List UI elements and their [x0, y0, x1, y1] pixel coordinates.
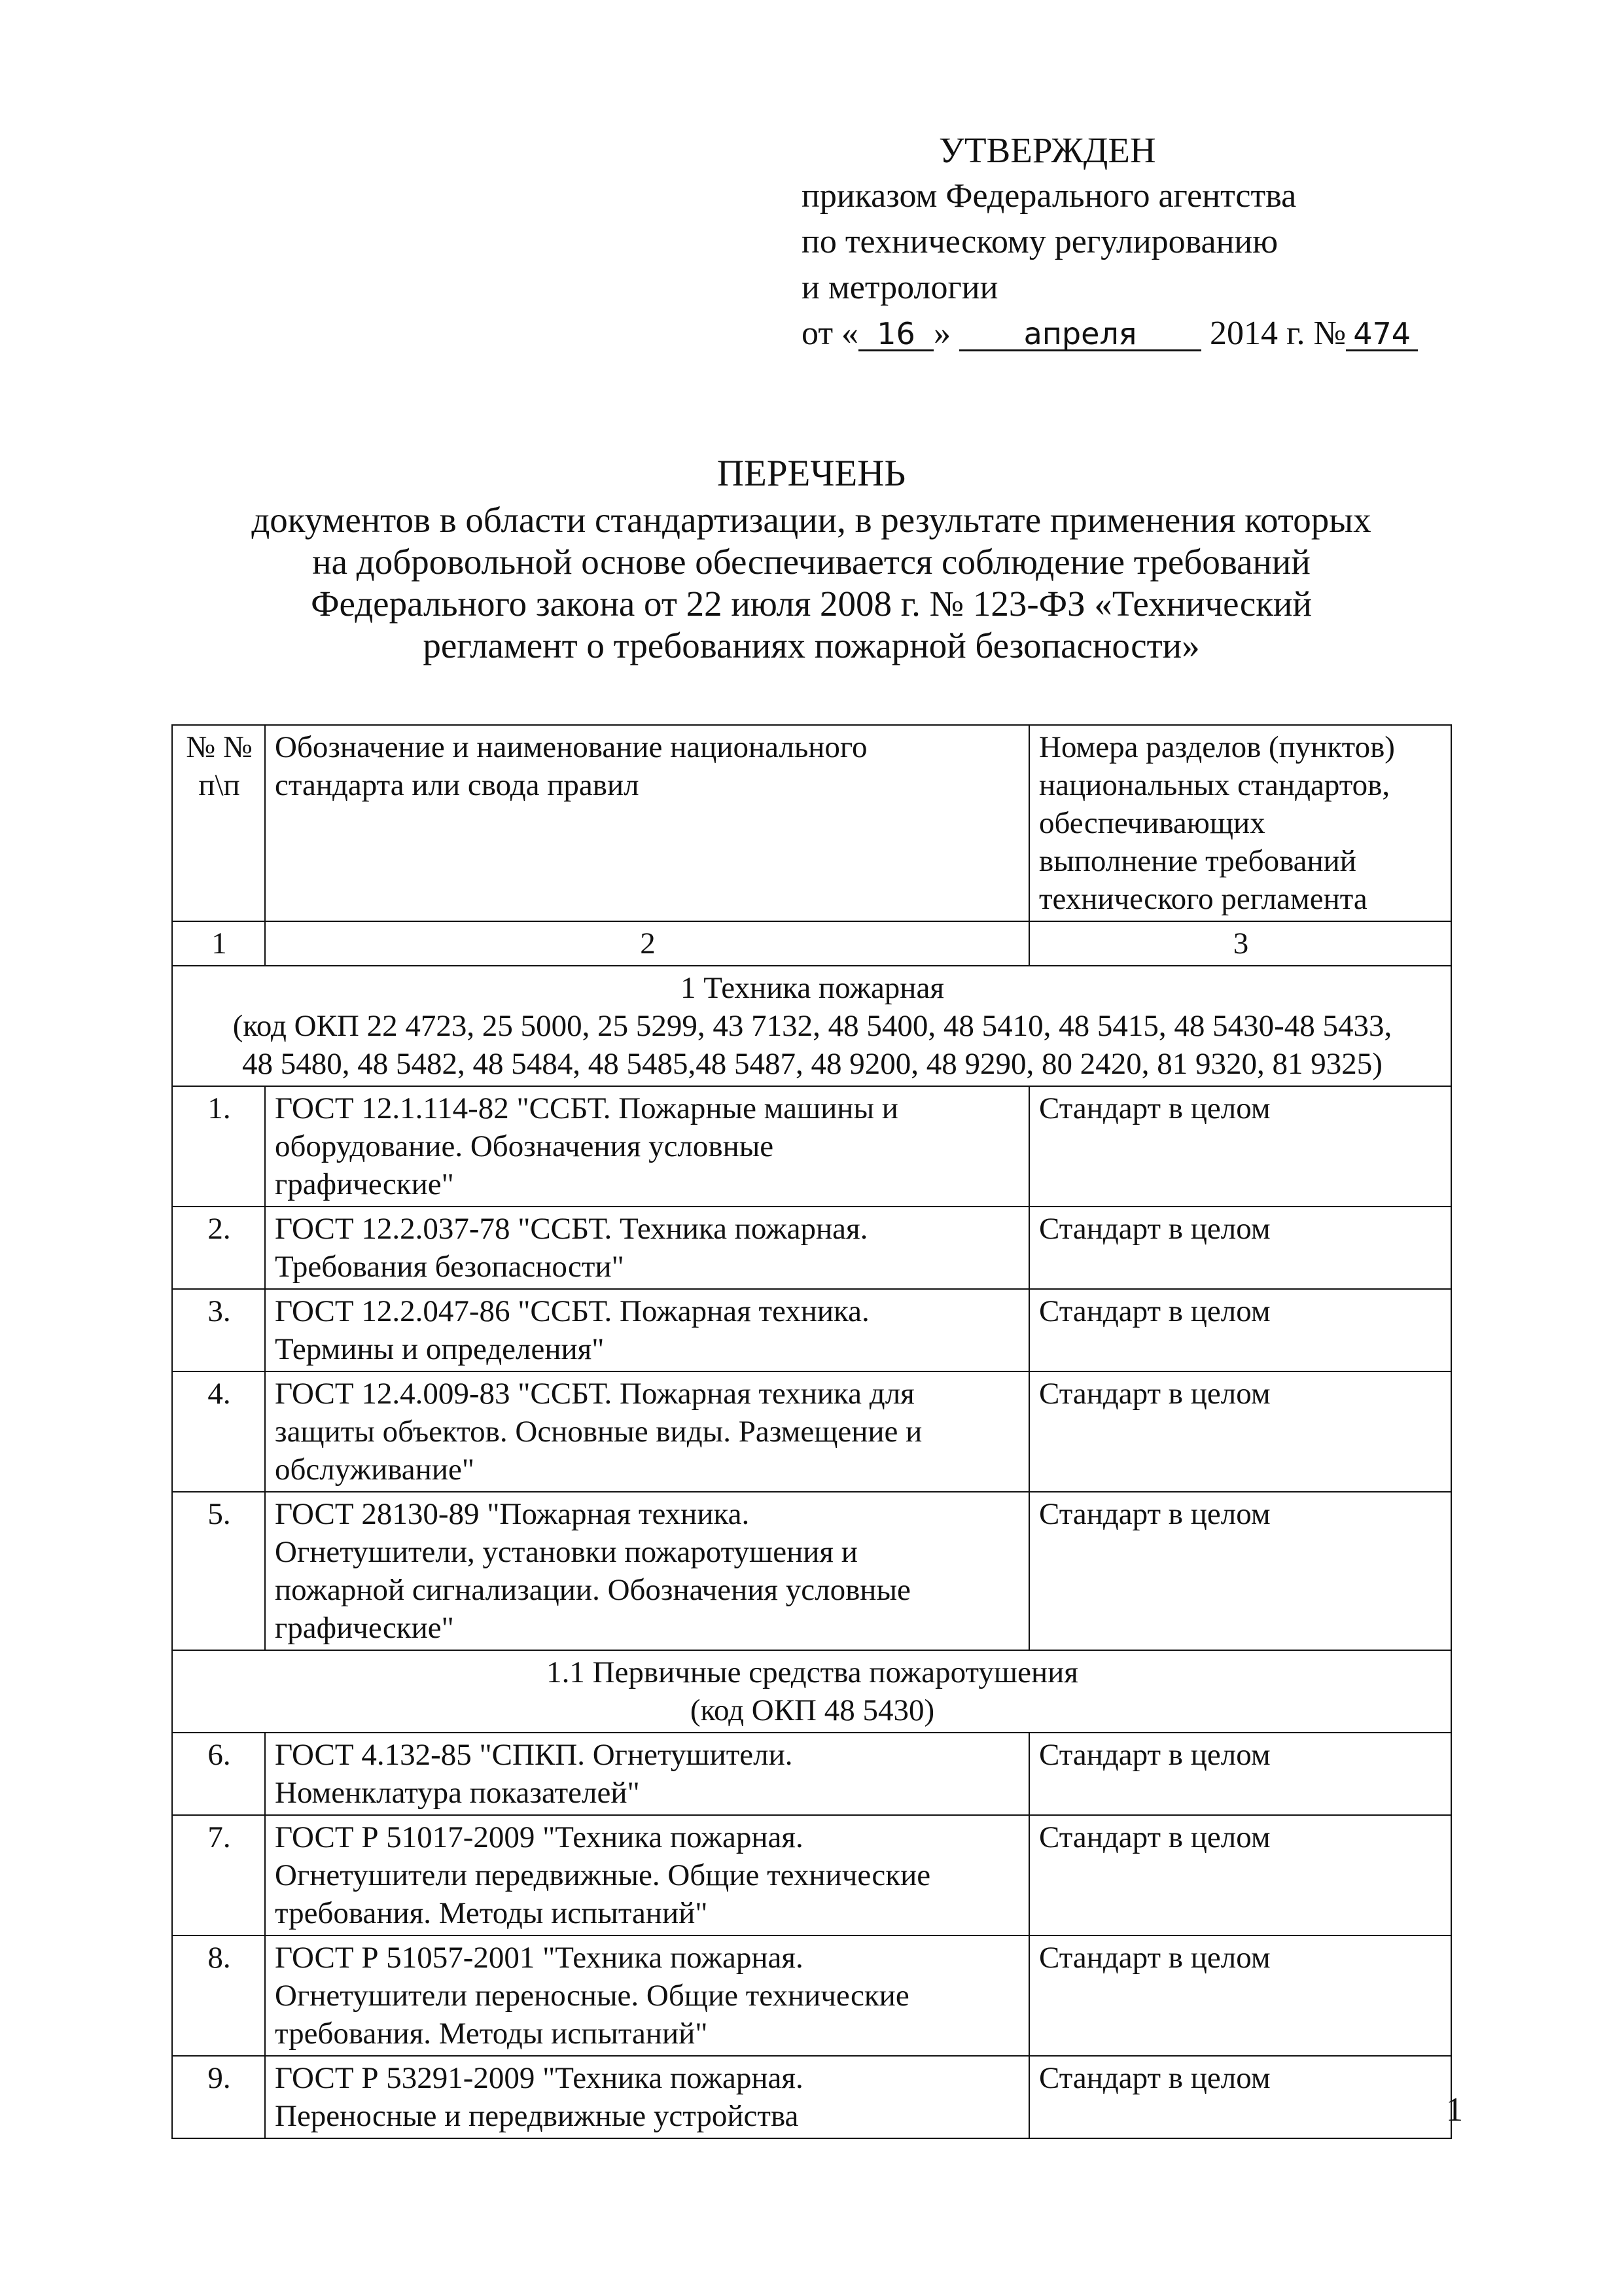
row-standard: ГОСТ Р 51017-2009 "Техника пожарная. Огнетушители передвижные. Общие технические требования. Методы испытаний" — [265, 1815, 1029, 1935]
document-subtitle-line: документов в области стандартизации, в результате применения которых — [251, 500, 1371, 540]
row-standard: ГОСТ 12.4.009-83 "ССБТ. Пожарная техника для защиты объектов. Основные виды. Размещение и обслуживание" — [265, 1371, 1029, 1492]
row-scope: Стандарт в целом — [1029, 1371, 1451, 1492]
row-standard: ГОСТ 12.1.114-82 "ССБТ. Пожарные машины и оборудование. Обозначения условные графические" — [265, 1086, 1029, 1207]
row-standard: ГОСТ 12.2.047-86 "ССБТ. Пожарная техника. Термины и определения" — [265, 1289, 1029, 1371]
row-number: 9. — [172, 2056, 265, 2138]
table-row — [172, 1371, 1451, 1492]
document-subtitle-line: Федерального закона от 22 июля 2008 г. № 123-ФЗ «Технический — [311, 584, 1312, 624]
row-scope: Стандарт в целом — [1029, 2056, 1451, 2138]
approval-line: и метрологии — [802, 269, 998, 306]
row-number: 6. — [172, 1733, 265, 1815]
table-row — [172, 1289, 1451, 1371]
row-standard: ГОСТ 12.2.037-78 "ССБТ. Техника пожарная. Требования безопасности" — [265, 1207, 1029, 1289]
row-number: 1. — [172, 1086, 265, 1207]
date-year: 2014 г. № — [1210, 315, 1347, 352]
row-number: 8. — [172, 1935, 265, 2056]
standards-table — [171, 724, 1452, 2139]
row-number: 5. — [172, 1492, 265, 1650]
page-number: 1 — [1446, 2091, 1463, 2128]
table-row — [172, 1935, 1451, 2056]
row-scope: Стандарт в целом — [1029, 1289, 1451, 1371]
table-header-row — [172, 725, 1451, 921]
header-sections: Номера разделов (пунктов) национальных стандартов, обеспечивающих выполнение требований технического регламента — [1029, 725, 1451, 921]
row-standard: ГОСТ 4.132-85 "СПКП. Огнетушители. Номенклатура показателей" — [265, 1733, 1029, 1815]
section-heading: 1.1 Первичные средства пожаротушения (код ОКП 48 5430) — [172, 1650, 1451, 1733]
row-number: 3. — [172, 1289, 265, 1371]
section-row — [172, 1650, 1451, 1733]
column-number: 3 — [1029, 921, 1451, 966]
section-heading: 1 Техника пожарная (код ОКП 22 4723, 25 5000, 25 5299, 43 7132, 48 5400, 48 5410, 48 5415, 48 5430-48 5433, 48 5480, 48 5482, 48 5484, 48 5485,48 5487, 48 9200, 48 9290, 80 2420, 81 9320, 81 9325) — [172, 966, 1451, 1086]
row-scope: Стандарт в целом — [1029, 1733, 1451, 1815]
date-mid: » — [934, 315, 951, 352]
row-standard: ГОСТ 28130-89 "Пожарная техника. Огнетушители, установки пожаротушения и пожарной сигнализации. Обозначения условные графические" — [265, 1492, 1029, 1650]
approval-heading: УТВЕРЖДЕН — [939, 130, 1156, 170]
row-number: 2. — [172, 1207, 265, 1289]
column-number: 1 — [172, 921, 265, 966]
document-subtitle-line: на добровольной основе обеспечивается соблюдение требований — [312, 542, 1311, 582]
row-scope: Стандарт в целом — [1029, 1492, 1451, 1650]
column-number: 2 — [265, 921, 1029, 966]
column-number-row — [172, 921, 1451, 966]
handwritten-month: апреля — [959, 318, 1201, 351]
row-standard: ГОСТ Р 53291-2009 "Техника пожарная. Переносные и передвижные устройства — [265, 2056, 1029, 2138]
header-designation: Обозначение и наименование национального стандарта или свода правил — [265, 725, 1029, 921]
document-title: ПЕРЕЧЕНЬ — [716, 453, 906, 494]
handwritten-day: 16 — [858, 318, 934, 351]
table-row — [172, 1207, 1451, 1289]
row-scope: Стандарт в целом — [1029, 1935, 1451, 2056]
header-number: № № п\п — [172, 725, 265, 921]
table-row — [172, 1733, 1451, 1815]
approval-date-line — [802, 311, 1521, 357]
row-scope: Стандарт в целом — [1029, 1207, 1451, 1289]
table-row — [172, 1086, 1451, 1207]
document-title-block — [131, 448, 1492, 667]
row-scope: Стандарт в целом — [1029, 1815, 1451, 1935]
table-row — [172, 1492, 1451, 1650]
row-number: 4. — [172, 1371, 265, 1492]
row-scope: Стандарт в целом — [1029, 1086, 1451, 1207]
handwritten-order-number: 474 — [1346, 318, 1418, 351]
approval-line: по техническому регулированию — [802, 223, 1278, 260]
section-row — [172, 966, 1451, 1086]
table-row — [172, 1815, 1451, 1935]
date-prefix: от « — [802, 315, 859, 352]
document-subtitle-line: регламент о требованиях пожарной безопасности» — [423, 626, 1200, 665]
row-standard: ГОСТ Р 51057-2001 "Техника пожарная. Огнетушители переносные. Общие технические требования. Методы испытаний" — [265, 1935, 1029, 2056]
approval-line: приказом Федерального агентства — [802, 177, 1297, 215]
table-row — [172, 2056, 1451, 2138]
row-number: 7. — [172, 1815, 265, 1935]
approval-block — [802, 128, 1521, 357]
